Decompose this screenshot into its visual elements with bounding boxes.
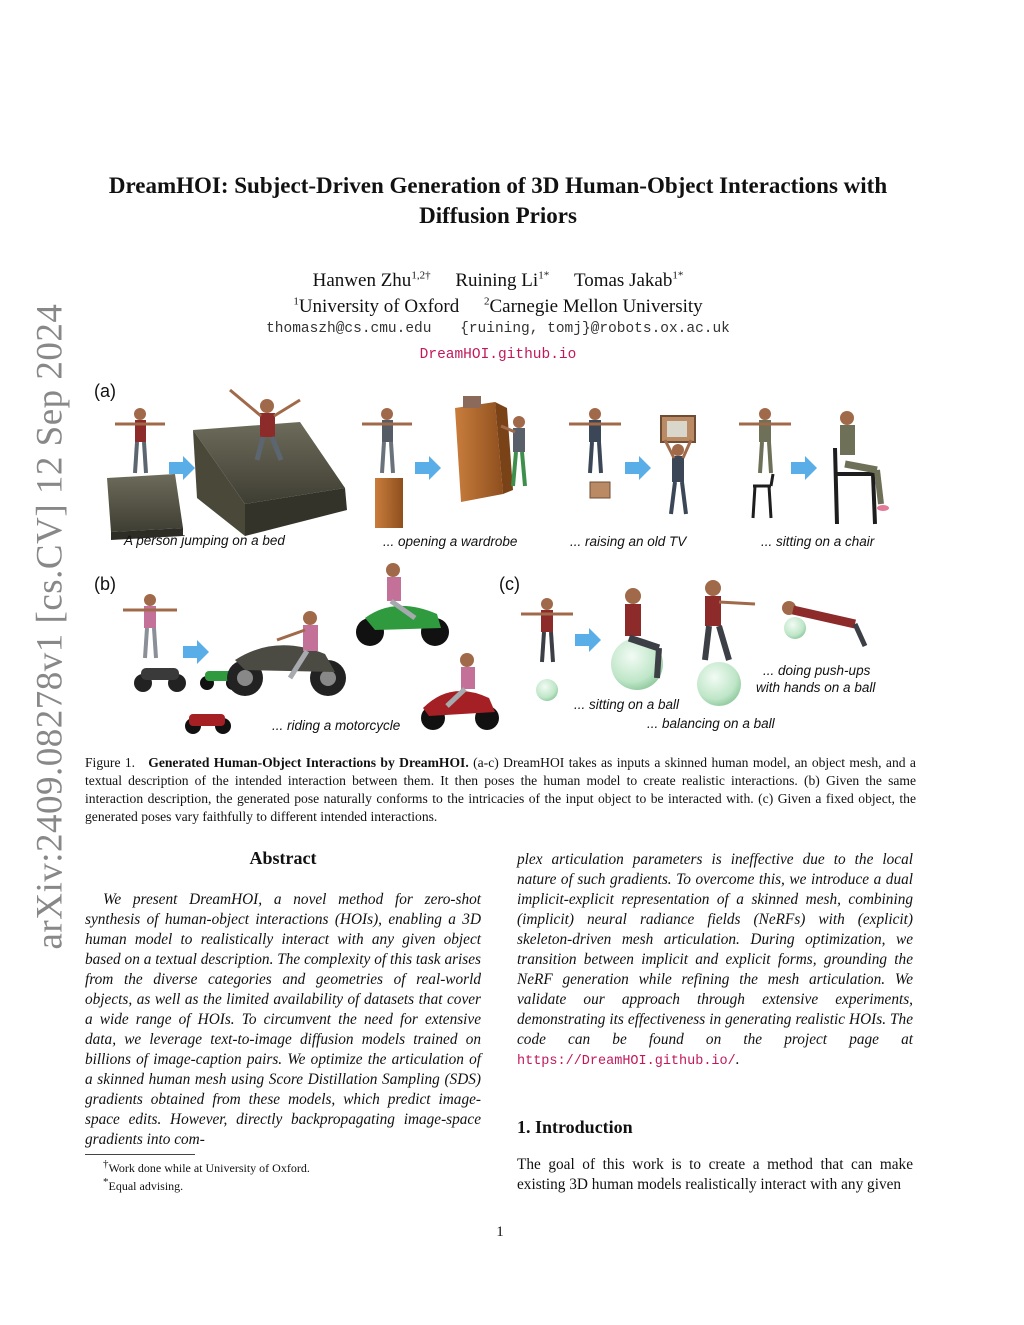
caption-c-1: ... sitting on a ball bbox=[574, 697, 680, 712]
email[interactable]: thomaszh@cs.cmu.edu bbox=[266, 321, 432, 337]
footnote-2: *Equal advising. bbox=[103, 1176, 184, 1193]
panel-c-label: (c) bbox=[499, 574, 520, 594]
human-raising-tv bbox=[661, 416, 695, 514]
affiliation: $^1$University of Oxford bbox=[293, 295, 460, 317]
email[interactable]: {ruining, tomj}@robots.ox.ac.uk bbox=[460, 321, 730, 337]
panel-a-label: (a) bbox=[94, 381, 116, 401]
author-emails bbox=[110, 321, 886, 337]
page-number: 1 bbox=[496, 1224, 504, 1240]
paper-title bbox=[60, 171, 936, 231]
wardrobe-large bbox=[455, 396, 513, 502]
human-tpose bbox=[569, 408, 621, 473]
motorcycle-icons bbox=[134, 668, 240, 734]
human-tpose bbox=[521, 598, 573, 662]
ball-small bbox=[536, 679, 558, 701]
project-page-link[interactable]: https://DreamHOI.github.io/ bbox=[517, 1054, 736, 1069]
abstract-right-text: plex articulation parameters is ineffective due to the local nature of such gradients. To overcome this, we introduce a dual implicit-explicit representation of a skinned mesh, combining (implicit) neural radiance fields (NeRFs) with (explicit) skeleton-driven mesh articulation. During optimization, we transition between implicit and explicit forms, grounding the NeRF generation while refining the mesh articulation. We validate our approach through extensive experiments, demonstrating its effectiveness in generating realistic HOIs. The code can be found on the project page at bbox=[517, 851, 913, 1048]
abstract-right-column bbox=[517, 850, 913, 1072]
human-sitting-chair bbox=[835, 411, 889, 524]
human-tpose bbox=[362, 408, 412, 473]
caption-a-4: ... sitting on a chair bbox=[761, 534, 875, 549]
abstract-end-period: . bbox=[735, 1051, 740, 1068]
arxiv-sidebar-id: arXiv:2409.08278v1 [cs.CV] 12 Sep 2024 bbox=[29, 303, 71, 950]
author: Hanwen Zhu$^{1,2\dagger}$ bbox=[312, 269, 431, 291]
human-riding-cruiser bbox=[227, 611, 346, 696]
bed-large bbox=[193, 422, 347, 536]
author-block bbox=[110, 268, 886, 320]
tv-small bbox=[590, 482, 610, 498]
caption-c-3: ... doing push-ups bbox=[763, 663, 871, 678]
title-line-1: DreamHOI: Subject-Driven Generation of 3D Human-Object Interactions with bbox=[108, 173, 888, 198]
human-riding-scooter bbox=[421, 653, 499, 730]
caption-a-3: ... raising an old TV bbox=[570, 534, 687, 549]
figure-caption-body: (a-c) DreamHOI takes as inputs a skinned human model, an object mesh, and a textual description of the intended interaction between them. It then poses the human model to create realistic interactions. (b) Given the same interaction description, the generated pose naturally conforms to the intricacies of the input object to be interacted with. (c) Given a fixed object, the generated poses vary faithfully to different intended interactions. bbox=[85, 755, 916, 824]
project-website-link[interactable]: DreamHOI.github.io bbox=[419, 347, 577, 363]
arrow-icon bbox=[625, 456, 651, 480]
arrow-icon bbox=[183, 640, 209, 664]
abstract-left-column: We present DreamHOI, a novel method for zero-shot synthesis of human-object interactions (HOIs), enabling a 3D human model to realistically interact with any given object based on a textual description. The complexity of this task arises from the diverse categories and geometries of real-world objects, as well as the limited availability of datasets that cover a wide range of HOIs. To circumvent the need for extensive data, we leverage text-to-image diffusion models trained on billions of image-caption pairs. We optimize the articulation of a skinned human mesh using Score Distillation Sampling (SDS) gradients obtained from these models, which predict image-space edits. However, directly backpropagating image-space gradients into com- bbox=[85, 891, 481, 1148]
chair-small bbox=[753, 474, 773, 518]
wardrobe-small bbox=[375, 478, 403, 528]
figure-caption-lead: Figure 1. bbox=[85, 755, 136, 770]
caption-a-2: ... opening a wardrobe bbox=[383, 534, 518, 549]
human-tpose bbox=[115, 408, 165, 473]
human-tpose bbox=[123, 594, 177, 658]
caption-c-4: with hands on a ball bbox=[756, 680, 876, 695]
footnote-rule bbox=[85, 1154, 195, 1155]
arrow-icon bbox=[791, 456, 817, 480]
affiliation: $^2$Carnegie Mellon University bbox=[483, 295, 703, 317]
human-balancing-ball bbox=[697, 580, 755, 706]
title-line-2: Diffusion Priors bbox=[419, 203, 577, 228]
author-names bbox=[110, 268, 886, 294]
figure-caption-title: Generated Human-Object Interactions by DreamHOI. bbox=[148, 755, 469, 770]
intro-text: The goal of this work is to create a method that can make existing 3D human models realistically interact with any given bbox=[517, 1156, 913, 1193]
footnote-1: †Work done while at University of Oxford. bbox=[103, 1158, 310, 1175]
abstract-heading: Abstract bbox=[249, 848, 317, 868]
author: Tomas Jakab$^{1*}$ bbox=[573, 269, 684, 291]
figure-1 bbox=[85, 378, 925, 748]
human-riding-sportbike bbox=[356, 563, 449, 646]
arrow-icon bbox=[415, 456, 441, 480]
figure-caption bbox=[85, 754, 916, 826]
affiliations bbox=[110, 294, 886, 320]
author: Ruining $Li^{1*}$ bbox=[455, 269, 550, 291]
arrow-icon bbox=[575, 628, 601, 652]
bed-small bbox=[107, 474, 183, 540]
intro-heading: 1. Introduction bbox=[517, 1117, 633, 1137]
human-tpose bbox=[739, 408, 791, 473]
caption-c-2: ... balancing on a ball bbox=[647, 716, 775, 731]
caption-a-1: A person jumping on a bed bbox=[124, 533, 285, 548]
human-sitting-ball bbox=[611, 588, 663, 690]
caption-b: ... riding a motorcycle bbox=[272, 718, 401, 733]
human-pushups-ball bbox=[782, 601, 865, 646]
panel-b-label: (b) bbox=[94, 574, 116, 594]
